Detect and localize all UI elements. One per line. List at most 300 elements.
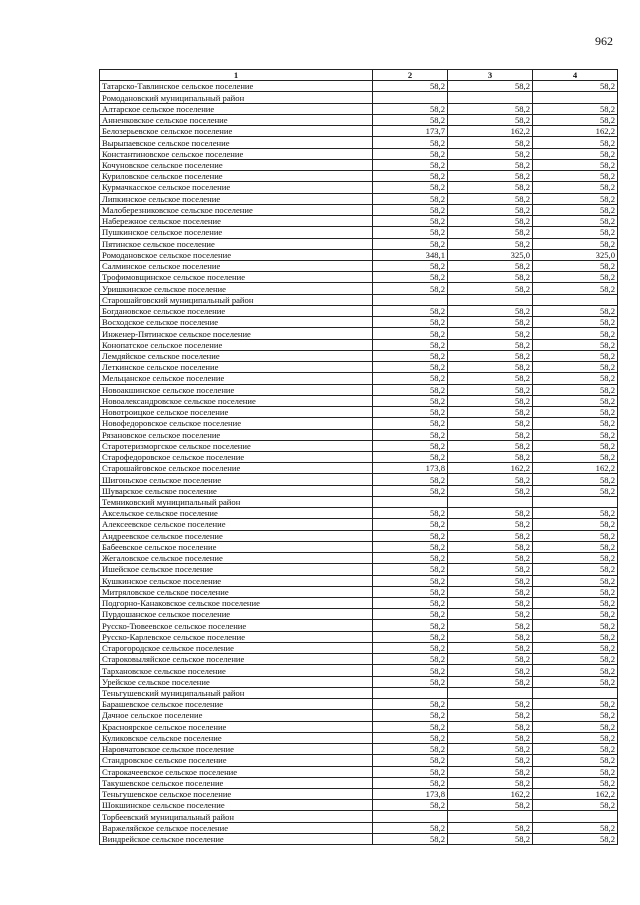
value-col-3: 58,2 (448, 328, 533, 339)
header-col-1: 1 (100, 70, 373, 81)
value-col-3: 58,2 (448, 395, 533, 406)
value-col-4: 58,2 (533, 384, 618, 395)
name-cell: Пятинское сельское поселение (100, 238, 373, 249)
value-col-3: 58,2 (448, 833, 533, 844)
name-cell: Малоберезниковское сельское поселение (100, 204, 373, 215)
name-cell: Наровчатовское сельское поселение (100, 744, 373, 755)
table-row (100, 710, 618, 721)
table-row (100, 260, 618, 271)
table-body (100, 81, 618, 845)
value-col-4: 58,2 (533, 485, 618, 496)
table-row (100, 777, 618, 788)
table-row (100, 294, 618, 305)
value-col-3: 58,2 (448, 114, 533, 125)
name-cell: Бабеевское сельское поселение (100, 541, 373, 552)
table-row (100, 137, 618, 148)
value-col-2: 58,2 (373, 339, 448, 350)
value-col-4: 58,2 (533, 227, 618, 238)
value-col-4: 162,2 (533, 463, 618, 474)
table-row (100, 81, 618, 92)
table-row (100, 564, 618, 575)
table-row (100, 744, 618, 755)
value-col-3: 58,2 (448, 451, 533, 462)
table-row (100, 362, 618, 373)
value-col-4: 58,2 (533, 755, 618, 766)
district-name: Торбеевский муниципальный район (100, 811, 373, 822)
value-col-3: 58,2 (448, 283, 533, 294)
value-col-2: 58,2 (373, 564, 448, 575)
value-col-4: 58,2 (533, 395, 618, 406)
value-col-2: 58,2 (373, 553, 448, 564)
name-cell: Барашевское сельское поселение (100, 699, 373, 710)
table-row (100, 148, 618, 159)
name-cell: Богдановское сельское поселение (100, 305, 373, 316)
value-col-2: 58,2 (373, 429, 448, 440)
value-col-4: 58,2 (533, 362, 618, 373)
value-col-2: 58,2 (373, 384, 448, 395)
value-col-4: 58,2 (533, 216, 618, 227)
name-cell: Старогородское сельское поселение (100, 642, 373, 653)
table-row (100, 721, 618, 732)
value-col-3: 58,2 (448, 822, 533, 833)
value-col-2: 58,2 (373, 216, 448, 227)
value-col-4: 58,2 (533, 418, 618, 429)
value-col-4: 58,2 (533, 598, 618, 609)
district-name: Ромодановский муниципальный район (100, 92, 373, 103)
header-col-3: 3 (448, 70, 533, 81)
name-cell: Такушевское сельское поселение (100, 777, 373, 788)
value-col-3: 58,2 (448, 699, 533, 710)
value-col-3: 58,2 (448, 598, 533, 609)
value-col-3: 58,2 (448, 586, 533, 597)
name-cell: Пушкинское сельское поселение (100, 227, 373, 238)
value-col-2: 58,2 (373, 665, 448, 676)
value-col-3: 58,2 (448, 418, 533, 429)
table-row (100, 530, 618, 541)
value-col-2: 58,2 (373, 485, 448, 496)
value-col-2: 58,2 (373, 440, 448, 451)
value-col-2: 58,2 (373, 586, 448, 597)
value-col-3: 58,2 (448, 440, 533, 451)
value-col-3 (448, 294, 533, 305)
name-cell: Куриловское сельское поселение (100, 171, 373, 182)
name-cell: Мельцанское сельское поселение (100, 373, 373, 384)
district-name: Теньгушевский муниципальный район (100, 687, 373, 698)
value-col-2: 173,7 (373, 126, 448, 137)
name-cell: Татарско-Тавлинское сельское поселение (100, 81, 373, 92)
name-cell: Новофедоровское сельское поселение (100, 418, 373, 429)
value-col-4: 58,2 (533, 508, 618, 519)
value-col-3: 58,2 (448, 407, 533, 418)
value-col-3 (448, 811, 533, 822)
table-row (100, 227, 618, 238)
table-row (100, 732, 618, 743)
value-col-2: 348,1 (373, 249, 448, 260)
value-col-2: 173,8 (373, 789, 448, 800)
table-row (100, 126, 618, 137)
name-cell: Старофедоровское сельское поселение (100, 451, 373, 462)
name-cell: Липкинское сельское поселение (100, 193, 373, 204)
district-name: Темниковский муниципальный район (100, 496, 373, 507)
name-cell: Старошайговское сельское поселение (100, 463, 373, 474)
value-col-2: 58,2 (373, 800, 448, 811)
value-col-4: 58,2 (533, 328, 618, 339)
value-col-3: 58,2 (448, 137, 533, 148)
value-col-2: 58,2 (373, 822, 448, 833)
value-col-4: 58,2 (533, 238, 618, 249)
value-col-4 (533, 92, 618, 103)
name-cell: Новотроицкое сельское поселение (100, 407, 373, 418)
table-row (100, 519, 618, 530)
value-col-2: 58,2 (373, 642, 448, 653)
table-row (100, 384, 618, 395)
value-col-2: 58,2 (373, 833, 448, 844)
value-col-3: 58,2 (448, 171, 533, 182)
value-col-2: 58,2 (373, 575, 448, 586)
table-row (100, 598, 618, 609)
value-col-2: 58,2 (373, 508, 448, 519)
table-row (100, 642, 618, 653)
value-col-4: 58,2 (533, 519, 618, 530)
table-row (100, 171, 618, 182)
value-col-4: 58,2 (533, 676, 618, 687)
name-cell: Алексеевское сельское поселение (100, 519, 373, 530)
value-col-4: 58,2 (533, 654, 618, 665)
name-cell: Виндрейское сельское поселение (100, 833, 373, 844)
value-col-4: 58,2 (533, 609, 618, 620)
value-col-4: 58,2 (533, 800, 618, 811)
value-col-4: 58,2 (533, 642, 618, 653)
value-col-2: 58,2 (373, 103, 448, 114)
value-col-3: 58,2 (448, 317, 533, 328)
value-col-2: 58,2 (373, 204, 448, 215)
table-header (100, 70, 618, 81)
value-col-2: 58,2 (373, 328, 448, 339)
value-col-2: 58,2 (373, 519, 448, 530)
name-cell: Пурдошанское сельское поселение (100, 609, 373, 620)
table-row (100, 822, 618, 833)
name-cell: Шуварское сельское поселение (100, 485, 373, 496)
value-col-4: 58,2 (533, 440, 618, 451)
table-row (100, 407, 618, 418)
value-col-3: 58,2 (448, 609, 533, 620)
value-col-3: 58,2 (448, 227, 533, 238)
table-row (100, 238, 618, 249)
table-row (100, 508, 618, 519)
table-row (100, 440, 618, 451)
value-col-3: 58,2 (448, 575, 533, 586)
value-col-3: 58,2 (448, 103, 533, 114)
value-col-4: 58,2 (533, 283, 618, 294)
value-col-2: 58,2 (373, 474, 448, 485)
table-row (100, 699, 618, 710)
name-cell: Красноярское сельское поселение (100, 721, 373, 732)
value-col-2: 58,2 (373, 283, 448, 294)
value-col-4: 58,2 (533, 114, 618, 125)
value-col-2: 58,2 (373, 227, 448, 238)
table-row (100, 451, 618, 462)
table-row (100, 485, 618, 496)
table-row (100, 418, 618, 429)
value-col-4: 58,2 (533, 620, 618, 631)
value-col-2: 58,2 (373, 721, 448, 732)
table-row (100, 193, 618, 204)
name-cell: Курмачкасское сельское поселение (100, 182, 373, 193)
value-col-3: 58,2 (448, 384, 533, 395)
name-cell: Лемдяйское сельское поселение (100, 350, 373, 361)
table-row (100, 249, 618, 260)
value-col-2: 58,2 (373, 159, 448, 170)
name-cell: Дачное сельское поселение (100, 710, 373, 721)
table-row (100, 159, 618, 170)
table-row (100, 272, 618, 283)
value-col-4 (533, 687, 618, 698)
value-col-4: 58,2 (533, 822, 618, 833)
value-col-3: 58,2 (448, 620, 533, 631)
value-col-3: 58,2 (448, 260, 533, 271)
value-col-3: 58,2 (448, 485, 533, 496)
table-row (100, 789, 618, 800)
value-col-3: 58,2 (448, 519, 533, 530)
table-row (100, 216, 618, 227)
value-col-2: 58,2 (373, 317, 448, 328)
table-row (100, 339, 618, 350)
value-col-3: 58,2 (448, 654, 533, 665)
table-row (100, 463, 618, 474)
value-col-3: 58,2 (448, 530, 533, 541)
value-col-4 (533, 294, 618, 305)
value-col-4: 58,2 (533, 305, 618, 316)
district-name: Старошайговский муниципальный район (100, 294, 373, 305)
value-col-3: 58,2 (448, 148, 533, 159)
value-col-2 (373, 92, 448, 103)
value-col-3: 58,2 (448, 238, 533, 249)
value-col-3: 162,2 (448, 463, 533, 474)
value-col-2: 58,2 (373, 777, 448, 788)
value-col-2: 58,2 (373, 676, 448, 687)
header-row (100, 70, 618, 81)
value-col-4: 58,2 (533, 260, 618, 271)
table-row (100, 395, 618, 406)
value-col-3: 58,2 (448, 182, 533, 193)
name-cell: Алтарское сельское поселение (100, 103, 373, 114)
value-col-2: 58,2 (373, 732, 448, 743)
name-cell: Куликовское сельское поселение (100, 732, 373, 743)
value-col-4: 58,2 (533, 148, 618, 159)
value-col-3: 58,2 (448, 553, 533, 564)
value-col-3: 58,2 (448, 800, 533, 811)
value-col-2: 58,2 (373, 418, 448, 429)
value-col-2: 58,2 (373, 766, 448, 777)
value-col-3: 58,2 (448, 732, 533, 743)
value-col-2 (373, 496, 448, 507)
table-row (100, 766, 618, 777)
value-col-4: 58,2 (533, 564, 618, 575)
table-row (100, 609, 618, 620)
table-row (100, 800, 618, 811)
name-cell: Конопатское сельское поселение (100, 339, 373, 350)
value-col-2: 58,2 (373, 350, 448, 361)
value-col-3: 58,2 (448, 710, 533, 721)
name-cell: Леткинское сельское поселение (100, 362, 373, 373)
value-col-4: 58,2 (533, 530, 618, 541)
name-cell: Вырыпаевское сельское поселение (100, 137, 373, 148)
value-col-2: 58,2 (373, 81, 448, 92)
value-col-3 (448, 687, 533, 698)
value-col-2: 58,2 (373, 598, 448, 609)
value-col-2: 58,2 (373, 305, 448, 316)
value-col-3: 58,2 (448, 766, 533, 777)
table-row (100, 496, 618, 507)
value-col-4: 58,2 (533, 710, 618, 721)
name-cell: Инженер-Пятинское сельское поселение (100, 328, 373, 339)
table-row (100, 553, 618, 564)
header-col-4: 4 (533, 70, 618, 81)
value-col-4: 58,2 (533, 317, 618, 328)
name-cell: Андреевское сельское поселение (100, 530, 373, 541)
value-col-2: 58,2 (373, 620, 448, 631)
value-col-2: 58,2 (373, 609, 448, 620)
value-col-4: 325,0 (533, 249, 618, 260)
value-col-4: 58,2 (533, 373, 618, 384)
value-col-2: 58,2 (373, 710, 448, 721)
table-row (100, 114, 618, 125)
name-cell: Стандровское сельское поселение (100, 755, 373, 766)
table-row (100, 620, 618, 631)
table-row (100, 305, 618, 316)
value-col-4: 58,2 (533, 451, 618, 462)
name-cell: Салминское сельское поселение (100, 260, 373, 271)
value-col-3: 58,2 (448, 193, 533, 204)
name-cell: Уришкинское сельское поселение (100, 283, 373, 294)
value-col-3: 58,2 (448, 350, 533, 361)
name-cell: Тархановское сельское поселение (100, 665, 373, 676)
name-cell: Ишейское сельское поселение (100, 564, 373, 575)
value-col-2: 58,2 (373, 114, 448, 125)
value-col-4: 58,2 (533, 182, 618, 193)
value-col-2: 58,2 (373, 182, 448, 193)
value-col-3 (448, 92, 533, 103)
name-cell: Старокачеевское сельское поселение (100, 766, 373, 777)
value-col-2: 58,2 (373, 395, 448, 406)
value-col-3: 58,2 (448, 631, 533, 642)
value-col-3: 58,2 (448, 81, 533, 92)
value-col-4: 58,2 (533, 407, 618, 418)
value-col-2: 58,2 (373, 451, 448, 462)
table-row (100, 811, 618, 822)
name-cell: Кушкинское сельское поселение (100, 575, 373, 586)
value-col-3: 162,2 (448, 789, 533, 800)
value-col-4: 58,2 (533, 721, 618, 732)
name-cell: Русско-Тювеевское сельское поселение (100, 620, 373, 631)
value-col-2: 58,2 (373, 171, 448, 182)
table-row (100, 328, 618, 339)
name-cell: Константиновское сельское поселение (100, 148, 373, 159)
table-row (100, 687, 618, 698)
value-col-3: 58,2 (448, 676, 533, 687)
value-col-4: 58,2 (533, 103, 618, 114)
name-cell: Ромодановское сельское поселение (100, 249, 373, 260)
value-col-4: 58,2 (533, 137, 618, 148)
value-col-2: 58,2 (373, 272, 448, 283)
value-col-4: 58,2 (533, 631, 618, 642)
table-row (100, 317, 618, 328)
table-row (100, 92, 618, 103)
value-col-2: 58,2 (373, 407, 448, 418)
table-row (100, 103, 618, 114)
value-col-2: 58,2 (373, 193, 448, 204)
value-col-2: 58,2 (373, 541, 448, 552)
value-col-4: 58,2 (533, 81, 618, 92)
table-row (100, 541, 618, 552)
table-row (100, 182, 618, 193)
name-cell: Трофимовщинское сельское поселение (100, 272, 373, 283)
table-row (100, 350, 618, 361)
value-col-3: 58,2 (448, 339, 533, 350)
name-cell: Варжеляйское сельское поселение (100, 822, 373, 833)
table-row (100, 654, 618, 665)
table-row (100, 833, 618, 844)
value-col-3: 58,2 (448, 429, 533, 440)
name-cell: Старотеризморгское сельское поселение (100, 440, 373, 451)
table-row (100, 474, 618, 485)
table-row (100, 575, 618, 586)
value-col-3: 58,2 (448, 721, 533, 732)
value-col-4: 58,2 (533, 665, 618, 676)
value-col-4: 58,2 (533, 272, 618, 283)
value-col-4: 58,2 (533, 575, 618, 586)
value-col-4: 58,2 (533, 339, 618, 350)
table-row (100, 755, 618, 766)
value-col-3: 58,2 (448, 362, 533, 373)
value-col-4: 58,2 (533, 553, 618, 564)
name-cell: Митряловское сельское поселение (100, 586, 373, 597)
value-col-2: 58,2 (373, 148, 448, 159)
value-col-3 (448, 496, 533, 507)
name-cell: Набережное сельское поселение (100, 216, 373, 227)
table-row (100, 665, 618, 676)
table-row (100, 586, 618, 597)
value-col-3: 58,2 (448, 642, 533, 653)
value-col-2 (373, 687, 448, 698)
table-row (100, 631, 618, 642)
value-col-2: 58,2 (373, 530, 448, 541)
value-col-2: 58,2 (373, 699, 448, 710)
value-col-3: 58,2 (448, 474, 533, 485)
value-col-3: 58,2 (448, 755, 533, 766)
table-row (100, 204, 618, 215)
value-col-2: 58,2 (373, 238, 448, 249)
value-col-2: 58,2 (373, 744, 448, 755)
table-row (100, 429, 618, 440)
value-col-3: 58,2 (448, 305, 533, 316)
header-col-2: 2 (373, 70, 448, 81)
name-cell: Подгорно-Канаковское сельское поселение (100, 598, 373, 609)
name-cell: Аксельское сельское поселение (100, 508, 373, 519)
table-row (100, 373, 618, 384)
value-col-2 (373, 811, 448, 822)
name-cell: Шокшинское сельское поселение (100, 800, 373, 811)
value-col-4: 58,2 (533, 744, 618, 755)
value-col-3: 58,2 (448, 665, 533, 676)
name-cell: Кочуновское сельское поселение (100, 159, 373, 170)
value-col-4: 58,2 (533, 350, 618, 361)
value-col-4: 58,2 (533, 474, 618, 485)
name-cell: Восходское сельское поселение (100, 317, 373, 328)
value-col-4: 58,2 (533, 699, 618, 710)
value-col-4: 58,2 (533, 586, 618, 597)
value-col-4: 58,2 (533, 193, 618, 204)
